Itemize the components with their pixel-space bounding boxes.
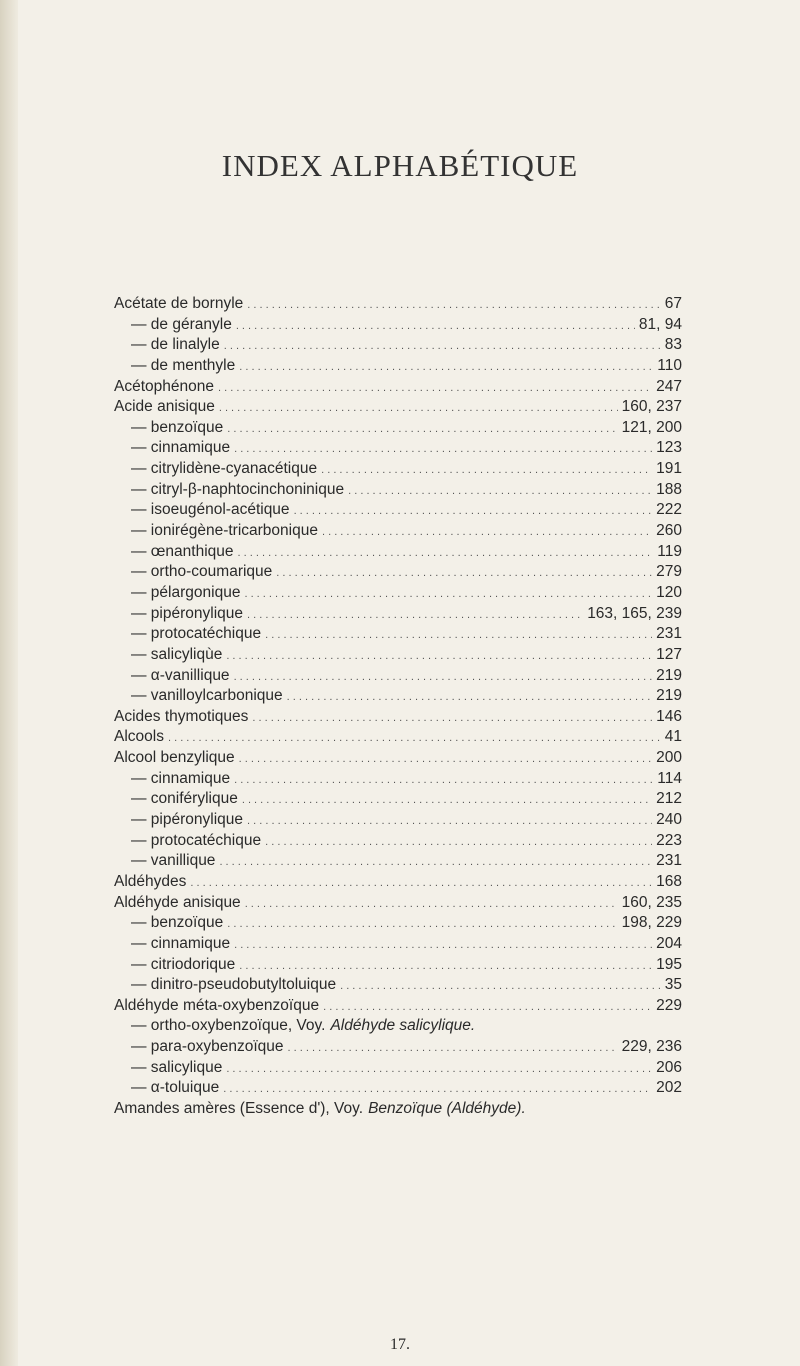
entry-term: — α-toluique <box>131 1079 220 1097</box>
entry-pages: 200 <box>656 749 682 767</box>
entry-term: Aldéhyde anisique <box>114 893 241 911</box>
entry-pages: 219 <box>656 666 682 684</box>
dot-leader <box>223 1078 652 1100</box>
dot-leader <box>238 542 654 564</box>
dot-leader <box>323 996 652 1018</box>
dot-leader <box>224 335 661 357</box>
dot-leader <box>294 500 653 522</box>
entry-pages: 223 <box>656 831 682 849</box>
index-entry <box>114 397 682 418</box>
entry-term: — de linalyle <box>131 336 220 354</box>
entry-term: — α-vanillique <box>131 666 230 684</box>
entry-term: — citryl-β-naphtocinchoninique <box>131 480 345 498</box>
entry-term: — coniférylique <box>131 790 238 808</box>
index-entry <box>114 459 682 480</box>
index-list <box>114 294 682 1120</box>
entry-pages: 160, 235 <box>621 893 682 911</box>
entry-term: — pélargonique <box>131 583 241 601</box>
dot-leader <box>245 893 618 915</box>
dot-leader <box>321 459 652 481</box>
entry-pages: 206 <box>656 1058 682 1076</box>
index-entry <box>114 377 682 398</box>
entry-term: — protocatéchique <box>131 831 262 849</box>
entry-term: — isoeugénol-acétique <box>131 501 290 519</box>
index-entry <box>114 707 682 728</box>
dot-leader <box>265 831 652 853</box>
entry-pages: 191 <box>656 460 682 478</box>
index-entry <box>114 500 682 521</box>
entry-pages: 204 <box>656 934 682 952</box>
dot-leader <box>236 315 635 337</box>
entry-term: — cinnamique <box>131 934 231 952</box>
index-entry <box>114 975 682 996</box>
entry-term: — de menthyle <box>131 356 236 374</box>
entry-term: — protocatéchique <box>131 625 262 643</box>
dot-leader <box>247 294 660 316</box>
entry-reference: Aldéhyde salicylique. <box>330 1017 476 1035</box>
entry-pages: 83 <box>664 336 682 354</box>
index-entry <box>114 480 682 501</box>
index-entry <box>114 645 682 666</box>
entry-term: Acides thymotiques <box>114 707 249 725</box>
dot-leader <box>219 851 652 873</box>
index-entry <box>114 851 682 872</box>
index-entry <box>114 1078 682 1099</box>
index-entry <box>114 913 682 934</box>
entry-term: — cinnamique <box>131 769 231 787</box>
entry-pages: 247 <box>656 377 682 395</box>
entry-pages: 231 <box>656 852 682 870</box>
entry-term: — cinnamique <box>131 439 231 457</box>
dot-leader <box>226 645 652 667</box>
index-entry <box>114 1058 682 1079</box>
index-entry <box>114 769 682 790</box>
index-entry <box>114 934 682 955</box>
entry-term: — vanilloylcarbonique <box>131 687 283 705</box>
index-entry <box>114 996 682 1017</box>
index-entry <box>114 893 682 914</box>
entry-pages: 260 <box>656 522 682 540</box>
entry-pages: 231 <box>656 625 682 643</box>
entry-term: — benzoïque <box>131 914 224 932</box>
page-number: 17. <box>390 1336 410 1353</box>
entry-term: — para-oxybenzoïque <box>131 1038 284 1056</box>
dot-leader <box>239 748 652 770</box>
entry-term: — ortho-coumarique <box>131 563 273 581</box>
entry-pages: 41 <box>664 728 682 746</box>
page-title: INDEX ALPHABÉTIQUE <box>221 148 579 183</box>
entry-pages: 229, 236 <box>621 1038 682 1056</box>
dot-leader <box>247 810 652 832</box>
entry-term: — de géranyle <box>131 315 232 333</box>
dot-leader <box>348 480 652 502</box>
index-entry <box>114 955 682 976</box>
entry-pages: 119 <box>657 542 682 560</box>
entry-term: — pipéronylique <box>131 604 244 622</box>
dot-leader <box>287 686 652 708</box>
entry-pages: 202 <box>656 1079 682 1097</box>
page-edge <box>0 0 18 1366</box>
entry-pages: 160, 237 <box>621 398 682 416</box>
dot-leader <box>234 666 653 688</box>
index-entry <box>114 624 682 645</box>
entry-term: Acétophénone <box>114 377 214 395</box>
index-entry <box>114 748 682 769</box>
index-entry <box>114 418 682 439</box>
index-entry <box>114 1099 682 1120</box>
index-entry <box>114 356 682 377</box>
dot-leader <box>190 872 652 894</box>
entry-term: Acétate de bornyle <box>114 295 244 312</box>
dot-leader <box>276 562 652 584</box>
entry-reference: Benzoïque (Aldéhyde). <box>368 1099 526 1117</box>
dot-leader <box>227 913 617 935</box>
entry-pages: 114 <box>657 769 682 787</box>
entry-pages: 279 <box>656 563 682 581</box>
index-entry <box>114 335 682 356</box>
entry-pages: 81, 94 <box>638 315 682 333</box>
entry-pages: 240 <box>656 811 682 829</box>
entry-term: Amandes amères (Essence d'), Voy. <box>114 1099 364 1117</box>
entry-pages: 229 <box>656 996 682 1014</box>
entry-pages: 67 <box>664 295 682 312</box>
index-entry <box>114 1037 682 1058</box>
entry-pages: 127 <box>656 645 682 663</box>
index-entry <box>114 315 682 336</box>
entry-pages: 121, 200 <box>621 418 682 436</box>
index-entry <box>114 789 682 810</box>
entry-pages: 168 <box>656 872 682 890</box>
index-entry <box>114 438 682 459</box>
entry-term: Alcool benzylique <box>114 749 235 767</box>
entry-term: — dinitro-pseudobutyltoluique <box>131 976 337 994</box>
entry-term: — citrylidène-cyanacétique <box>131 460 318 478</box>
entry-pages: 110 <box>657 356 682 374</box>
index-entry <box>114 562 682 583</box>
entry-term: Alcools <box>114 728 164 746</box>
entry-pages: 146 <box>656 707 682 725</box>
entry-term: — ionirégène-tricarbonique <box>131 522 318 540</box>
entry-term: — pipéronylique <box>131 811 244 829</box>
dot-leader <box>239 356 653 378</box>
dot-leader <box>239 955 652 977</box>
entry-pages: 120 <box>656 583 682 601</box>
entry-pages: 198, 229 <box>621 914 682 932</box>
entry-pages: 212 <box>656 790 682 808</box>
dot-leader <box>168 727 661 749</box>
index-entry <box>114 583 682 604</box>
index-entry <box>114 666 682 687</box>
entry-pages: 123 <box>656 439 682 457</box>
entry-term: — benzoïque <box>131 418 224 436</box>
entry-term: — salicyliqùe <box>131 645 223 663</box>
entry-term: — salicylique <box>131 1058 223 1076</box>
index-entry <box>114 831 682 852</box>
dot-leader <box>234 934 652 956</box>
index-entry <box>114 294 682 315</box>
index-entry <box>114 521 682 542</box>
dot-leader <box>244 583 652 605</box>
dot-leader <box>218 377 652 399</box>
dot-leader <box>226 1058 652 1080</box>
dot-leader <box>340 975 661 997</box>
entry-pages: 219 <box>656 687 682 705</box>
dot-leader <box>219 397 618 419</box>
entry-term: — citriodorique <box>131 955 236 973</box>
entry-pages: 163, 165, 239 <box>587 604 682 622</box>
dot-leader <box>227 418 617 440</box>
index-entry <box>114 872 682 893</box>
index-entry <box>114 810 682 831</box>
dot-leader <box>234 769 653 791</box>
dot-leader <box>252 707 652 729</box>
dot-leader <box>234 438 652 460</box>
entry-term: Aldéhydes <box>114 872 187 890</box>
dot-leader <box>288 1037 618 1059</box>
entry-term: Aldéhyde méta-oxybenzoïque <box>114 996 320 1014</box>
index-entry <box>114 1016 682 1037</box>
index-entry <box>114 727 682 748</box>
entry-pages: 222 <box>656 501 682 519</box>
entry-term: — œnanthique <box>131 542 234 560</box>
entry-term: — ortho-oxybenzoïque, Voy. <box>131 1017 326 1035</box>
dot-leader <box>247 604 583 626</box>
dot-leader <box>322 521 652 543</box>
entry-term: — vanillique <box>131 852 216 870</box>
entry-term: Acide anisique <box>114 398 215 416</box>
dot-leader <box>265 624 652 646</box>
index-entry <box>114 686 682 707</box>
dot-leader <box>242 789 652 811</box>
entry-pages: 195 <box>656 955 682 973</box>
entry-pages: 188 <box>656 480 682 498</box>
index-entry <box>114 604 682 625</box>
entry-pages: 35 <box>664 976 682 994</box>
index-entry <box>114 542 682 563</box>
